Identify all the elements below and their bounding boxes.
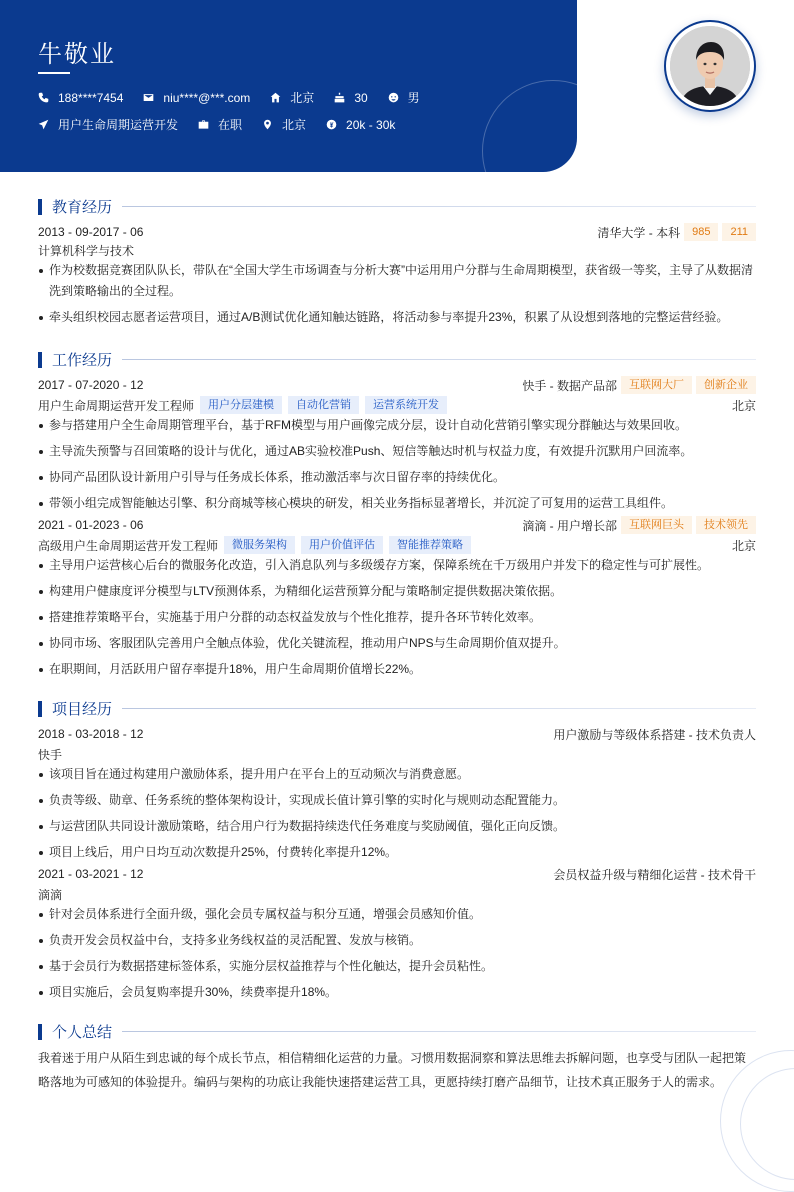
skill-tag: 智能推荐策略 [389, 536, 471, 554]
avatar-frame [664, 20, 756, 112]
salary-text: 20k - 30k [346, 117, 396, 132]
target-job-item [38, 116, 178, 133]
list-item: 该项目旨在通过构建用户激励体系，提升用户在平台上的互动频次与消费意愿。 [38, 764, 756, 785]
work-role-row [38, 535, 756, 555]
work-role-row [38, 395, 756, 415]
avatar [670, 26, 750, 106]
project-bullets [38, 904, 756, 1003]
project-company: 滴滴 [38, 887, 63, 902]
school-tag: 985 [684, 223, 718, 241]
title-bar [38, 701, 42, 717]
cake-icon [334, 92, 345, 103]
list-item: 协同市场、客服团队完善用户全触点体验，优化关键流程，推动用户NPS与生命周期价值双提升。 [38, 633, 756, 654]
project-name-role: 会员权益升级与精细化运营 - 技术骨干 [553, 867, 756, 882]
phone-item [38, 91, 123, 105]
contact-row [38, 89, 440, 106]
skill-tag: 微服务架构 [224, 536, 295, 554]
list-item: 协同产品团队设计新用户引导与任务成长体系，推动激活率与次日留存率的持续优化。 [38, 467, 756, 488]
list-item: 负责开发会员权益中台，支持多业务线权益的灵活配置、发放与核销。 [38, 930, 756, 951]
list-item: 负责等级、勋章、任务系统的整体架构设计，实现成长值计算引擎的实时化与规则动态配置能力。 [38, 790, 756, 811]
work-period: 2021 - 01-2023 - 06 [38, 518, 144, 532]
company-tag: 创新企业 [696, 376, 756, 394]
education-major-row [38, 242, 756, 258]
list-item: 主导流失预警与召回策略的设计与优化，通过AB实验校准Push、短信等触达时机与权益力度，有效提升沉默用户回流率。 [38, 441, 756, 462]
location-pin-icon [262, 119, 273, 130]
email-text: niu****@***.com [163, 90, 251, 105]
list-item: 搭建推荐策略平台，实施基于用户分群的动态权益发放与个性化推荐，提升各环节转化效率。 [38, 607, 756, 628]
work-role: 高级用户生命周期运营开发工程师 [38, 538, 219, 553]
title-divider [122, 708, 756, 709]
section-title-text: 教育经历 [52, 199, 113, 216]
project-company-row [38, 744, 756, 764]
gender-item [388, 89, 420, 106]
avatar-portrait [670, 26, 750, 106]
section-education-title [38, 196, 756, 217]
company-tag: 互联网大厂 [621, 376, 692, 394]
work-role-group [38, 396, 447, 414]
section-projects-title [38, 698, 756, 719]
project-bullets [38, 764, 756, 863]
school-tag: 211 [722, 223, 756, 241]
skill-tag: 运营系统开发 [365, 396, 447, 414]
age-item [334, 91, 367, 105]
work-header-row [38, 375, 756, 395]
hometown-item [270, 89, 314, 106]
project-name-role: 用户激励与等级体系搭建 - 技术负责人 [553, 727, 756, 742]
project-company-row [38, 884, 756, 904]
list-item: 构建用户健康度评分模型与LTV预测体系，为精细化运营预算分配与策略制定提供数据决策依据。 [38, 581, 756, 602]
list-item: 作为校数据竞赛团队队长，带队在“全国大学生市场调查与分析大赛”中运用用户分群与生命周期模型，获省级一等奖，主导了从数据清洗到策略输出的全过程。 [38, 260, 756, 302]
education-school: 清华大学 - 本科 [597, 225, 681, 240]
education-header-row [38, 222, 756, 242]
city-text: 北京 [282, 118, 307, 132]
title-divider [122, 206, 756, 207]
project-header-row [38, 864, 756, 884]
target-job-text: 用户生命周期运营开发 [58, 118, 179, 132]
work-company: 快手 - 数据产品部 [522, 378, 617, 393]
list-item: 针对会员体系进行全面升级，强化会员专属权益与积分互通，增强会员感知价值。 [38, 904, 756, 925]
age-text: 30 [354, 90, 368, 105]
status-item [198, 116, 242, 133]
skill-tag: 用户分层建模 [200, 396, 282, 414]
project-period: 2018 - 03-2018 - 12 [38, 727, 144, 741]
work-header-row [38, 515, 756, 535]
work-bullets [38, 555, 756, 680]
city-item [262, 116, 306, 133]
list-item: 项目实施后，会员复购率提升30%，续费率提升18%。 [38, 982, 756, 1003]
list-item: 带领小组完成智能触达引擎、积分商城等核心模块的研发，相关业务指标显著增长，并沉淀了可复用的运营工具组件。 [38, 493, 756, 514]
list-item: 基于会员行为数据搭建标签体系，实施分层权益推荐与个性化触达，提升会员粘性。 [38, 956, 756, 977]
section-title-text: 项目经历 [52, 701, 113, 718]
name-underline [38, 72, 70, 74]
project-entry [38, 864, 756, 1008]
section-work-title [38, 349, 756, 370]
project-header-row [38, 724, 756, 744]
phone-text: 188****7454 [58, 90, 124, 105]
education-bullets [38, 260, 756, 328]
education-period: 2013 - 09-2017 - 06 [38, 225, 144, 239]
list-item: 在职期间，月活跃用户留存率提升18%，用户生命周期价值增长22%。 [38, 659, 756, 680]
list-item: 牵头组织校园志愿者运营项目，通过A/B测试优化通知触达链路，将活动参与率提升23%，积累了从设想到落地的完整运营经验。 [38, 307, 756, 328]
work-company: 滴滴 - 用户增长部 [522, 518, 617, 533]
title-divider [122, 1031, 756, 1032]
list-item: 项目上线后，用户日均互动次数提升25%，付费转化率提升12%。 [38, 842, 756, 863]
face-icon [388, 92, 399, 103]
project-period: 2021 - 03-2021 - 12 [38, 867, 144, 881]
education-school-group [597, 223, 756, 241]
skill-tag: 自动化营销 [288, 396, 359, 414]
email-item [143, 91, 250, 105]
section-summary-title [38, 1021, 756, 1042]
company-tag: 技术领先 [696, 516, 756, 534]
title-bar [38, 352, 42, 368]
work-entry [38, 375, 756, 519]
phone-icon [38, 92, 49, 103]
candidate-name: 牛敬业 [38, 41, 116, 68]
work-bullets [38, 415, 756, 514]
work-location: 北京 [731, 398, 756, 413]
project-company: 快手 [38, 747, 63, 762]
work-company-group [522, 376, 756, 394]
work-location: 北京 [731, 538, 756, 553]
header-banner [0, 0, 577, 172]
section-title-text: 个人总结 [52, 1024, 113, 1041]
salary-item [326, 118, 395, 132]
status-text: 在职 [218, 118, 243, 132]
education-major: 计算机科学与技术 [38, 243, 135, 258]
decorative-circle [482, 80, 577, 172]
title-bar [38, 199, 42, 215]
list-item: 参与搭建用户全生命周期管理平台，基于RFM模型与用户画像完成分层，设计自动化营销引擎实现分群触达与效果回收。 [38, 415, 756, 436]
work-company-group [522, 516, 756, 534]
title-bar [38, 1024, 42, 1040]
work-entry [38, 515, 756, 685]
summary-text: 我着迷于用户从陌生到忠诚的每个成长节点，相信精细化运营的力量。习惯用数据洞察和算法思维去拆解问题，也享受与团队一起把策略落地为可感知的体验提升。编码与架构的功底让我能快速搭建运营工具，更愿持续打磨产品细节，让技术真正服务于人的需求。 [38, 1051, 747, 1089]
mail-icon [143, 92, 154, 103]
gender-text: 男 [407, 91, 420, 105]
work-role: 用户生命周期运营开发工程师 [38, 398, 195, 413]
title-divider [122, 359, 756, 360]
briefcase-icon [198, 119, 209, 130]
job-intent-row [38, 116, 415, 133]
skill-tag: 用户价值评估 [301, 536, 383, 554]
money-icon [326, 119, 337, 130]
section-title-text: 工作经历 [52, 352, 113, 369]
company-tag: 互联网巨头 [621, 516, 692, 534]
education-entry [38, 222, 756, 333]
send-icon [38, 119, 49, 130]
list-item: 与运营团队共同设计激励策略，结合用户行为数据持续迭代任务难度与奖励阈值，强化正向反馈。 [38, 816, 756, 837]
work-period: 2017 - 07-2020 - 12 [38, 378, 144, 392]
hometown-text: 北京 [290, 91, 315, 105]
list-item: 主导用户运营核心后台的微服务化改造，引入消息队列与多级缓存方案，保障系统在千万级用户并发下的稳定性与可扩展性。 [38, 555, 756, 576]
work-role-group [38, 536, 471, 554]
project-entry [38, 724, 756, 868]
home-icon [270, 92, 281, 103]
